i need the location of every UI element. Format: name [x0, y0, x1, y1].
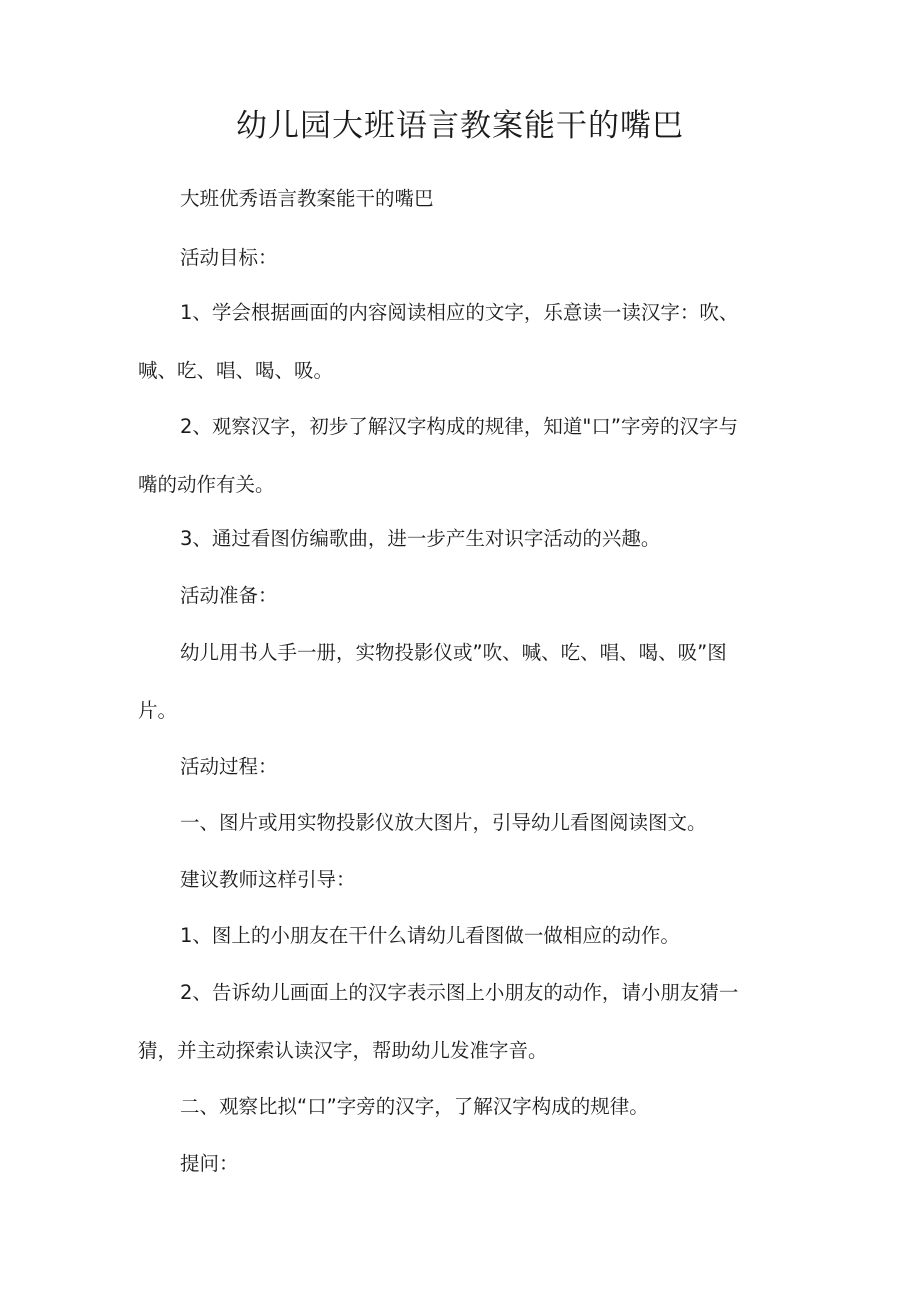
section-heading-goals: 活动目标：: [180, 246, 278, 269]
goal-3: 3、通过看图仿编歌曲，进一步产生对识字活动的兴趣。: [180, 527, 661, 550]
suggest-heading: 建议教师这样引导：: [180, 868, 356, 891]
guide-2: [138, 964, 778, 1080]
question-heading: 提问：: [180, 1152, 239, 1175]
step-1: 一、图片或用实物投影仪放大图片，引导幼儿看图阅读图文。: [180, 811, 707, 834]
goal-1: [138, 284, 778, 400]
subtitle: 大班优秀语言教案能干的嘴巴: [180, 187, 434, 210]
goal-2-line-2: 嘴的动作有关。: [138, 473, 275, 496]
prep-line-1: 幼儿用书人手一册，实物投影仪或”吹、喊、吃、唱、喝、吸”图: [180, 641, 727, 664]
document-title: 幼儿园大班语言教案能干的嘴巴: [236, 108, 684, 144]
goal-1-line-1: 1、学会根据画面的内容阅读相应的文字，乐意读一读汉字：吹、: [180, 301, 739, 324]
prep-text: [138, 624, 778, 740]
step-2: 二、观察比拟“口”字旁的汉字，了解汉字构成的规律。: [180, 1095, 649, 1118]
prep-line-2: 片。: [138, 699, 178, 722]
goal-2-line-1: 2、观察汉字，初步了解汉字构成的规律，知道"口”字旁的汉字与: [180, 415, 738, 438]
guide-2-line-2: 猜，并主动探索认读汉字，帮助幼儿发准字音。: [138, 1039, 548, 1062]
section-heading-process: 活动过程：: [180, 755, 278, 778]
guide-1: 1、图上的小朋友在干什么请幼儿看图做一做相应的动作。: [180, 924, 680, 947]
section-heading-prep: 活动准备：: [180, 584, 278, 607]
goal-1-line-2: 喊、吃、唱、喝、吸。: [138, 359, 334, 382]
goal-2: [138, 398, 778, 514]
guide-2-line-1: 2、告诉幼儿画面上的汉字表示图上小朋友的动作，请小朋友猜一: [180, 981, 739, 1004]
